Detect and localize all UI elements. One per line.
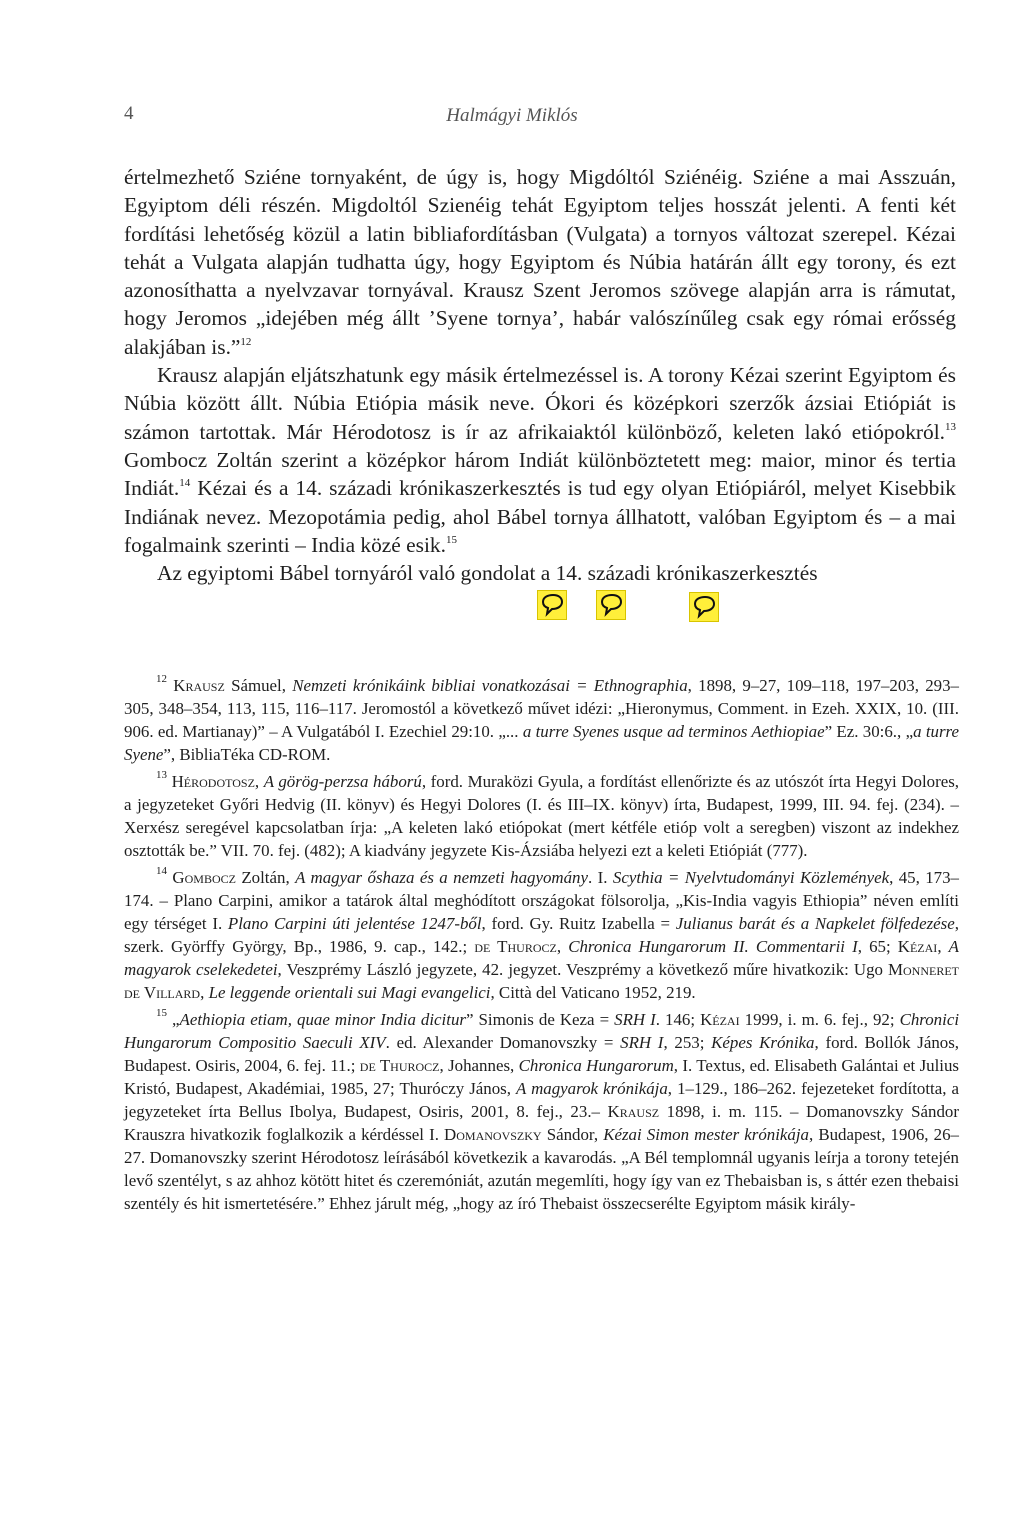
speech-bubble-icon[interactable] — [537, 590, 567, 620]
footnote-14 — [124, 866, 959, 1004]
speech-bubble-icon-glyph — [597, 591, 625, 619]
footnote-author: Krausz — [173, 676, 225, 695]
body-paragraph-2-text-b: Gombocz Zoltán szerint a középkor három Indiát különböztetett meg: maior, minor és tertia Indiát. — [124, 447, 956, 501]
footnote-text: . 146; — [655, 1010, 701, 1029]
footnote-text: , ford. Muraközi Gyula, a fordítást ellenőrizte és az utószót írta Hegyi Dolores, a jegyzeteket Győri Hedvig (II. könyv) és Hegyi Dolores (I. és III–IX. könyv) írta, Budapest, 1999, III. 94. fej. (234). – Xerxész seregével kapcsolatban írja: „A keleten lakó etiópokat (mert kétféle etióp volt a seregben) viszont az indekhez osztották be.” VII. 70. fej. (482); A kiadvány jegyzete Kis-Ázsiába helyezi ezt a keleti Etiópiát (777). — [124, 772, 959, 860]
footnote-ref-13[interactable]: 13 — [945, 420, 956, 433]
footnote-13 — [124, 770, 959, 862]
footnote-text: , 1–129., 186–262. fejezeteket fordította, a jegyzeteket írta Bellus Ibolya, Budapest, Osiris, 2001, 8. fej., 23.– — [124, 1079, 959, 1121]
footnote-text: 1898, i. m. 115. – Domanovszky Sándor Krauszra hivatkozik foglalkozik a kérdéssel I. — [124, 1102, 959, 1144]
body-paragraph-2-text-c: Kézai és a 14. századi krónikaszerkesztés is tud egy olyan Etiópiáról, melyet Kisebbik Indiának nevez. Mezopotámia pedig, ahol Bábel tornya állhatott, valóban Egyiptom és – a mai fogalmaink szerinti – India közé esik. — [124, 476, 956, 557]
footnote-12 — [124, 674, 959, 766]
footnote-title: Le leggende orientali sui Magi evangelici — [208, 983, 491, 1002]
footnote-ref-15[interactable]: 15 — [445, 533, 457, 546]
footnote-text: Sándor, — [541, 1125, 604, 1144]
footnote-text: , 1898, 9–27, 109–118, 197–203, 293–305, 348–354, 113, 115, 116–117. Jeromostól a következő művet idézi: „Hieronymus, Comment. in Ezeh. XXIX, 10. (III. 906. ed. Martianay)” – A Vulgatából I. Ezechiel 29:10. „... — [124, 676, 959, 741]
footnote-15 — [124, 1008, 959, 1215]
footnote-author: Monneret de Villard — [124, 960, 960, 1002]
speech-bubble-icon-glyph — [690, 593, 718, 621]
footnote-text: „ — [167, 1010, 180, 1029]
footnote-author: Kézai — [700, 1010, 740, 1029]
footnote-text: , 65; — [857, 937, 898, 956]
footnote-title: A magyar őshaza és a nemzeti hagyomány — [295, 868, 589, 887]
footnote-text: 1999, i. m. 6. fej., 92; — [739, 1010, 900, 1029]
page-number: 4 — [124, 103, 134, 124]
body-paragraph-1-text: értelmezhető Sziéne tornyaként, de úgy is, hogy Migdóltól Sziénéig. Sziéne a mai Asszuán, Egyiptom déli részén. Migdoltól Szienéig tehát Egyiptom teljes hosszát jelenti. A fenti két fordítási lehetőség közül a latin bibliafordításban (Vulgata) a tornyos változat szerepel. Kézai tehát a Vulgata alapján tudhatta úgy, hogy Egyiptom és Núbia határán állt egy torony, és ezt azonosíthatta a nyelvzavar tornyával. Krausz Szent Jeromos szövege alapján arra is rámutat, hogy Jeromos „idejében még állt ’Syene tornya’, habár valószínűleg csak egy római erősség alakjában is.” — [124, 165, 956, 359]
footnote-author: Domanovszky — [444, 1125, 542, 1144]
footnote-author: de Thurocz — [474, 937, 557, 956]
footnote-text: , ford. Bollók János, Budapest. Osiris, 2004, 6. fej. 11.; — [124, 1033, 960, 1075]
body-paragraph-2 — [124, 361, 956, 559]
footnote-text: ” Ez. 30:6., „ — [824, 722, 914, 741]
footnote-ref-14[interactable]: 14 — [179, 477, 191, 490]
footnote-text: , Città del Vaticano 1952, 219. — [490, 983, 696, 1002]
footnote-author: Gombocz — [172, 868, 236, 887]
footnote-text: , Johannes, — [439, 1056, 519, 1075]
footnote-author: Krausz — [607, 1102, 660, 1121]
footnote-text: , Veszprémy László jegyzete, 42. jegyzet. Veszprémy a következő műre hivatkozik: Ugo — [277, 960, 888, 979]
footnote-title: SRH I — [614, 1010, 656, 1029]
speech-bubble-icon[interactable] — [689, 592, 719, 622]
footnote-text: , I. Textus, ed. Elisabeth Galántai et Julius Kristó, Budapest, Akadémiai, 1985, 27; Thuróczy János, — [124, 1056, 960, 1098]
footnote-title: Nemzeti krónikáink bibliai vonatkozásai = Ethnographia — [292, 676, 688, 695]
footnote-text: . I. — [588, 868, 613, 887]
footnote-title: Scythia = Nyelvtudományi Közlemények — [612, 868, 890, 887]
footnote-title: Chronica Hungarorum — [518, 1056, 674, 1075]
running-head: Halmágyi Miklós — [446, 105, 578, 126]
footnote-text: , Budapest, 1906, 26–27. Domanovszky szerint Hérodotosz leírásából következik a kavarodás. „A Bél templomnál ugyanis leírja a torony tetején levő szentélyt, s az ahhoz kötött hitet és czeremóniát, azután megemlíti, hogy így van ez Thebaisban is, s áttér ezen thebaisi szentély és hit ismertetésére.” Ehhez járult még, „hogy az író Thebaist összecserélte Egyiptom másik király- — [124, 1125, 959, 1213]
footnote-author: Kézai — [897, 937, 938, 956]
footnote-title: Chronica Hungarorum II. Commentarii I — [568, 937, 858, 956]
footnote-ref-12[interactable]: 12 — [240, 335, 252, 348]
footnote-title: Plano Carpini úti jelentése 1247-ből — [227, 914, 482, 933]
footnote-title: Chronici Hungarorum Compositio Saeculi XIV — [124, 1010, 960, 1052]
footnote-title: SRH I — [620, 1033, 664, 1052]
body-text — [124, 163, 956, 587]
footnote-text: , 45, 173–174. – Plano Carpini, amikor a tatárok által meghódított országokat fölsorolja, „Kis-India vagyis Ethiopia” néven említi egy térséget I. — [124, 868, 959, 933]
footnote-author: Hérodotosz — [171, 772, 255, 791]
footnote-title: A görög-perzsa háború — [263, 772, 422, 791]
footnote-mark: 13 — [156, 769, 167, 781]
footnote-text: ”, BibliaTéka CD-ROM. — [163, 745, 331, 764]
footnote-text: , 253; — [663, 1033, 712, 1052]
footnote-text: , — [556, 937, 569, 956]
footnote-text: , — [937, 937, 949, 956]
footnote-text: , — [200, 983, 209, 1002]
body-paragraph-3: Az egyiptomi Bábel tornyáról való gondolat a 14. századi krónikaszerkesztés — [157, 561, 818, 586]
footnote-author: de Thurocz — [359, 1056, 440, 1075]
footnote-title: Képes Krónika — [711, 1033, 815, 1052]
footnote-text: ” Simonis de Keza = — [465, 1010, 615, 1029]
footnote-text: Zoltán, — [235, 868, 296, 887]
footnote-mark: 14 — [156, 865, 167, 877]
body-paragraph-1 — [124, 163, 956, 361]
footnote-title: Kézai Simon mester krónikája — [603, 1125, 809, 1144]
footnote-title: Aethiopia etiam, quae minor India dicitur — [179, 1010, 466, 1029]
footnote-text: , ford. Gy. Ruitz Izabella = — [481, 914, 676, 933]
footnotes — [124, 674, 959, 1215]
footnote-text: , szerk. Györffy György, Bp., 1986, 9. cap., 142.; — [124, 914, 959, 956]
footnote-title: a turre Syenes usque ad terminos Aethiopiae — [522, 722, 825, 741]
footnote-mark: 12 — [156, 673, 167, 685]
footnote-text: , — [254, 772, 264, 791]
footnote-title: A magyarok cselekedetei — [124, 937, 959, 979]
body-paragraph-2-text-a: Krausz alapján eljátszhatunk egy másik értelmezéssel is. A torony Kézai szerint Egyiptom és Núbia között állt. Núbia Etiópia másik neve. Ókori és középkori szerzők ázsiai Etiópiát is számon tartottak. Már Hérodotosz is ír az afrikaiaktól különböző, keleten lakó etiópokról. — [124, 363, 956, 444]
footnote-text: Sámuel, — [224, 676, 293, 695]
speech-bubble-icon-glyph — [538, 591, 566, 619]
footnote-title: Julianus barát és a Napkelet fölfedezése — [675, 914, 955, 933]
speech-bubble-icon[interactable] — [596, 590, 626, 620]
footnote-mark: 15 — [156, 1007, 167, 1019]
footnote-title: A magyarok krónikája — [516, 1079, 668, 1098]
footnote-title: a turre Syene — [124, 722, 959, 764]
footnote-text: . ed. Alexander Domanovszky = — [385, 1033, 621, 1052]
